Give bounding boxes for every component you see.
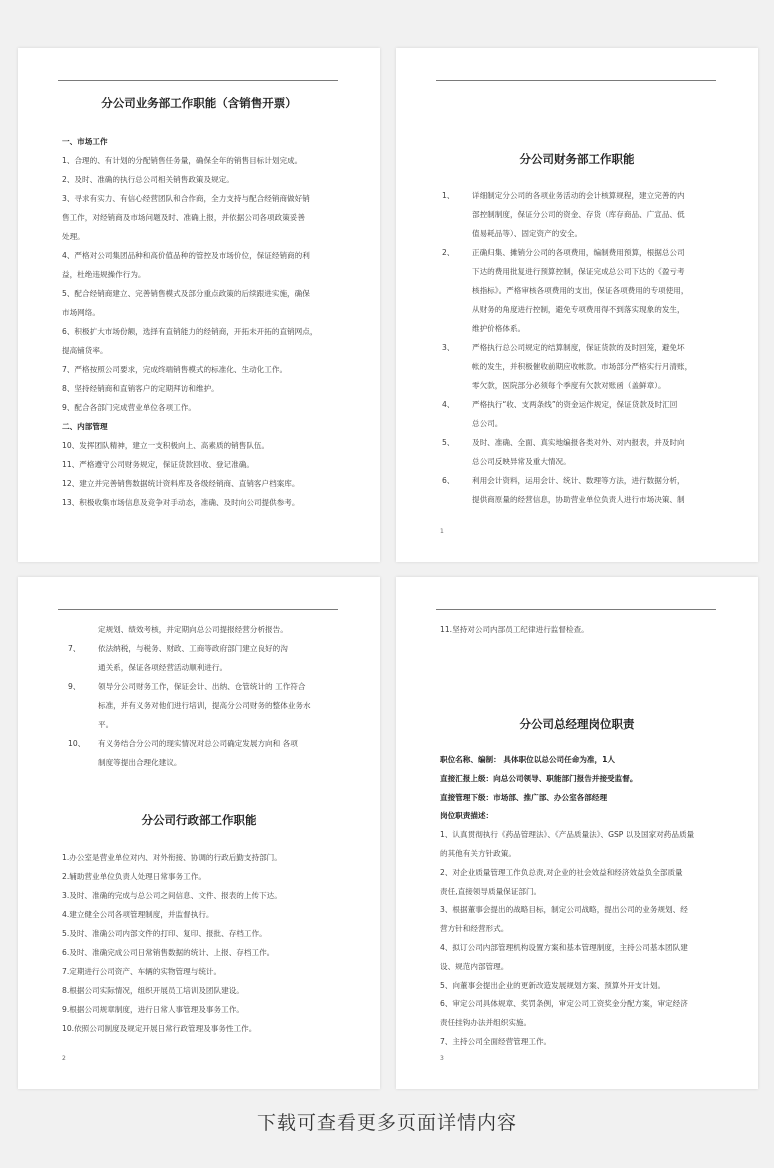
header-rule	[58, 609, 338, 610]
page-number: 3	[440, 1055, 444, 1062]
text-line: 直接管理下级：市场部、推广部、办公室各部经理	[440, 792, 608, 802]
text-line: 11.坚持对公司内部员工纪律进行监督检查。	[440, 625, 589, 634]
text-line: 3.及时、准确的完成与总公司之间信息、文件、报表的上传下达。	[62, 891, 282, 900]
text-line: 标准，并有义务对他们进行培训，提高分公司财务的整体业务水	[98, 701, 311, 710]
text-line: 5、配合经销商建立、完善销售模式及部分重点政策的后续跟进实施，确保	[62, 289, 310, 298]
text-line: 正确归集、摊销分公司的各项费用，编制费用预算，根据总公司	[472, 248, 685, 257]
text-line: 平。	[98, 720, 114, 729]
document-page-1	[18, 48, 380, 562]
text-line: 零欠款，医院部分必须每个季度有欠款对账函（盖鲜章）。	[472, 381, 666, 390]
text-line: 1.办公室是营业单位对内、对外衔接、协调的行政后勤支持部门。	[62, 853, 282, 862]
download-more-caption: 下载可查看更多页面详情内容	[256, 1112, 517, 1134]
section-heading: 二、内部管理	[62, 422, 108, 431]
text-line: 7、主持公司全面经营管理工作。	[440, 1036, 552, 1046]
text-line: 核指标》。严格审核各项费用的支出，保证各项费用的专项使用，	[472, 286, 689, 295]
numbered-line	[442, 338, 732, 357]
text-line: 售工作，对经销商及市场问题及时、准确上报，并依据公司各项政策妥善	[62, 213, 305, 222]
continued-text	[440, 620, 730, 639]
page-number: 2	[62, 1055, 66, 1062]
text-line: 3、寻求有实力、有信心经营团队和合作商，全力支持与配合经销商做好销	[62, 194, 310, 203]
text-line: 维护价格体系。	[472, 324, 526, 333]
body-text	[62, 848, 352, 1038]
body-text	[62, 132, 352, 512]
text-line: 严格执行总公司规定的结算制度，保证货款的及时回笼，避免坏	[472, 343, 685, 352]
text-line: 7.定期进行公司资产、车辆的实物管理与统计。	[62, 967, 222, 976]
text-line: 详细制定分公司的各项业务活动的会计核算规程，建立完善的内	[472, 191, 685, 200]
text-line: 提高铺货率。	[62, 346, 108, 355]
page-title: 分公司业务部工作职能（含销售开票）	[101, 96, 297, 110]
header-rule	[58, 80, 338, 81]
header-rule	[436, 80, 716, 81]
body-text	[440, 751, 730, 1052]
item-number: 9、	[68, 682, 81, 691]
text-line: 8、坚持经销商和直销客户的定期拜访和维护。	[62, 384, 219, 393]
text-line: 值易耗品等）、固定资产的安全。	[472, 229, 583, 238]
text-line: 的其他有关方针政策。	[440, 848, 516, 858]
item-number: 10、	[68, 739, 86, 748]
text-line: 10.依照公司制度及规定开展日常行政管理及事务性工作。	[62, 1024, 257, 1033]
text-line: 3、根据董事会提出的战略目标，制定公司战略，提出公司的业务规划、经	[440, 905, 688, 915]
text-line: 处理。	[62, 232, 85, 241]
item-number: 6、	[442, 476, 455, 485]
text-line: 4、严格对公司集团品种和高价值品种的管控及市场价位，保证经销商的利	[62, 251, 310, 260]
document-page-3	[18, 577, 380, 1089]
text-line: 提供商原量的经营信息，协助营业单位负责人进行市场决策、制	[472, 495, 685, 504]
text-line: 12、建立并完善销售数据统计资料库及各级经销商、直销客户档案库。	[62, 479, 300, 488]
text-line: 2.辅助营业单位负责人处理日常事务工作。	[62, 872, 206, 881]
numbered-line	[442, 471, 732, 490]
text-line: 责任,直接领导质量保证部门。	[440, 886, 542, 896]
text-line: 职位名称、编制： 具体职位以总公司任命为准，1人	[440, 755, 615, 764]
page-title: 分公司财务部工作职能	[519, 152, 635, 166]
text-line: 6.及时、准确完成公司日常销售数据的统计、上报、存档工作。	[62, 948, 275, 957]
numbered-line	[442, 395, 732, 414]
text-line: 8.根据公司实际情况，组织开展员工培训及团队建设。	[62, 986, 244, 995]
text-line: 6、积极扩大市场份额，选择有直销能力的经销商，开拓未开拓的直销网点，	[62, 327, 318, 336]
item-number: 1、	[442, 191, 455, 200]
text-line: 严格执行“收、支两条线”的资金运作规定，保证货款及时汇回	[472, 400, 678, 409]
document-page-2	[396, 48, 758, 562]
text-line: 市场网络。	[62, 308, 100, 317]
text-line: 4、拟订公司内部管理机构设置方案和基本管理制度，主持公司基本团队建	[440, 942, 688, 952]
section-heading: 一、市场工作	[62, 137, 108, 146]
text-line: 通关系，保证各项经营活动顺利进行。	[98, 663, 228, 672]
page-title: 分公司行政部工作职能	[141, 813, 257, 827]
text-line: 下达的费用批复进行预算控制，保证完成总公司下达的《盈亏考	[472, 267, 685, 276]
text-line: 有义务结合分公司的现实情况对总公司确定发展方向和 各项	[98, 739, 298, 748]
text-line: 总公司反映异常及重大情况。	[472, 457, 571, 466]
item-number: 7、	[68, 644, 81, 653]
text-line: 5、向董事会提出企业的更新改造发展规划方案、预算外开支计划。	[440, 980, 666, 990]
text-line: 岗位职责描述：	[440, 811, 494, 821]
header-rule	[436, 609, 716, 610]
item-number: 2、	[442, 248, 455, 257]
text-line: 定规划、绩效考核，并定期向总公司提报经营分析报告。	[98, 625, 288, 634]
item-number: 4、	[442, 400, 455, 409]
text-line: 设、规范内部管理。	[440, 961, 509, 971]
page-title: 分公司总经理岗位职责	[519, 717, 635, 731]
text-line: 13、积极收集市场信息及竞争对手动态，准确、及时向公司提供参考。	[62, 498, 300, 507]
page-number: 1	[440, 528, 444, 535]
text-line: 营方针和经营形式。	[440, 924, 509, 934]
numbered-line	[68, 677, 358, 696]
item-number: 3、	[442, 343, 455, 352]
text-line: 6、审定公司具体规章、奖罚条例，审定公司工资奖金分配方案，审定经济	[440, 999, 688, 1009]
numbered-line	[68, 734, 358, 753]
text-line: 5.及时、准确公司内部文件的打印、复印、报批、存档工作。	[62, 929, 267, 938]
document-page-4	[396, 577, 758, 1089]
text-line: 11、严格遵守公司财务规定，保证货款回收、登记准确。	[62, 460, 254, 469]
text-line: 9.根据公司规章制度，进行日常人事管理及事务工作。	[62, 1005, 244, 1014]
text-line: 1、合理的、有计划的分配销售任务量，确保全年的销售目标计划完成。	[62, 156, 303, 165]
text-line: 益，杜绝违规操作行为。	[62, 270, 146, 279]
text-line: 4.建立健全公司各项管理制度，并监督执行。	[62, 910, 214, 919]
item-number: 5、	[442, 438, 455, 447]
numbered-line	[442, 243, 732, 262]
text-line: 总公司。	[472, 419, 503, 428]
numbered-line	[442, 433, 732, 452]
text-line: 及时、准确、全面、真实地编报各类对外、对内报表，并及时向	[472, 438, 685, 447]
text-line: 利用会计资料，运用会计、统计、数理等方法，进行数据分析，	[472, 476, 685, 485]
text-line: 依法纳税，与税务、财政、工商等政府部门建立良好的沟	[98, 644, 288, 653]
text-line: 10、发挥团队精神，建立一支积极向上、高素质的销售队伍。	[62, 441, 270, 450]
text-line: 责任挂钩办法并组织实施。	[440, 1018, 532, 1028]
text-line: 9、配合各部门完成营业单位各项工作。	[62, 403, 196, 412]
text-line: 7、严格按照公司要求，完成终端销售模式的标准化、生动化工作。	[62, 365, 288, 374]
numbered-line	[68, 639, 358, 658]
text-line: 从财务的角度进行控制，避免专项费用得不到落实现象的发生，	[472, 305, 685, 314]
text-line: 2、及时、准确的执行总公司相关销售政策及规定。	[62, 175, 234, 184]
continued-text	[68, 620, 358, 772]
text-line: 帐的发生，并积极催收前期应收帐款。市场部分严格实行月清账，	[472, 362, 693, 371]
text-line: 领导分公司财务工作，保证会计、出纳、仓管统计的 工作符合	[98, 682, 306, 691]
body-text	[442, 186, 732, 509]
text-line: 制度等提出合理化建议。	[98, 758, 182, 767]
text-line: 2、对企业质量管理工作负总责,对企业的社会效益和经济效益负全部质量	[440, 867, 683, 877]
text-line: 部控制制度，保证分公司的资金、存货（库存商品、广宣品、低	[472, 210, 685, 219]
text-line: 1、认真贯彻执行《药品管理法》、《产品质量法》、GSP 以及国家对药品质量	[440, 830, 695, 840]
text-line: 直接汇报上级：向总公司领导、职能部门报告并接受监督。	[440, 773, 638, 783]
numbered-line	[442, 186, 732, 205]
